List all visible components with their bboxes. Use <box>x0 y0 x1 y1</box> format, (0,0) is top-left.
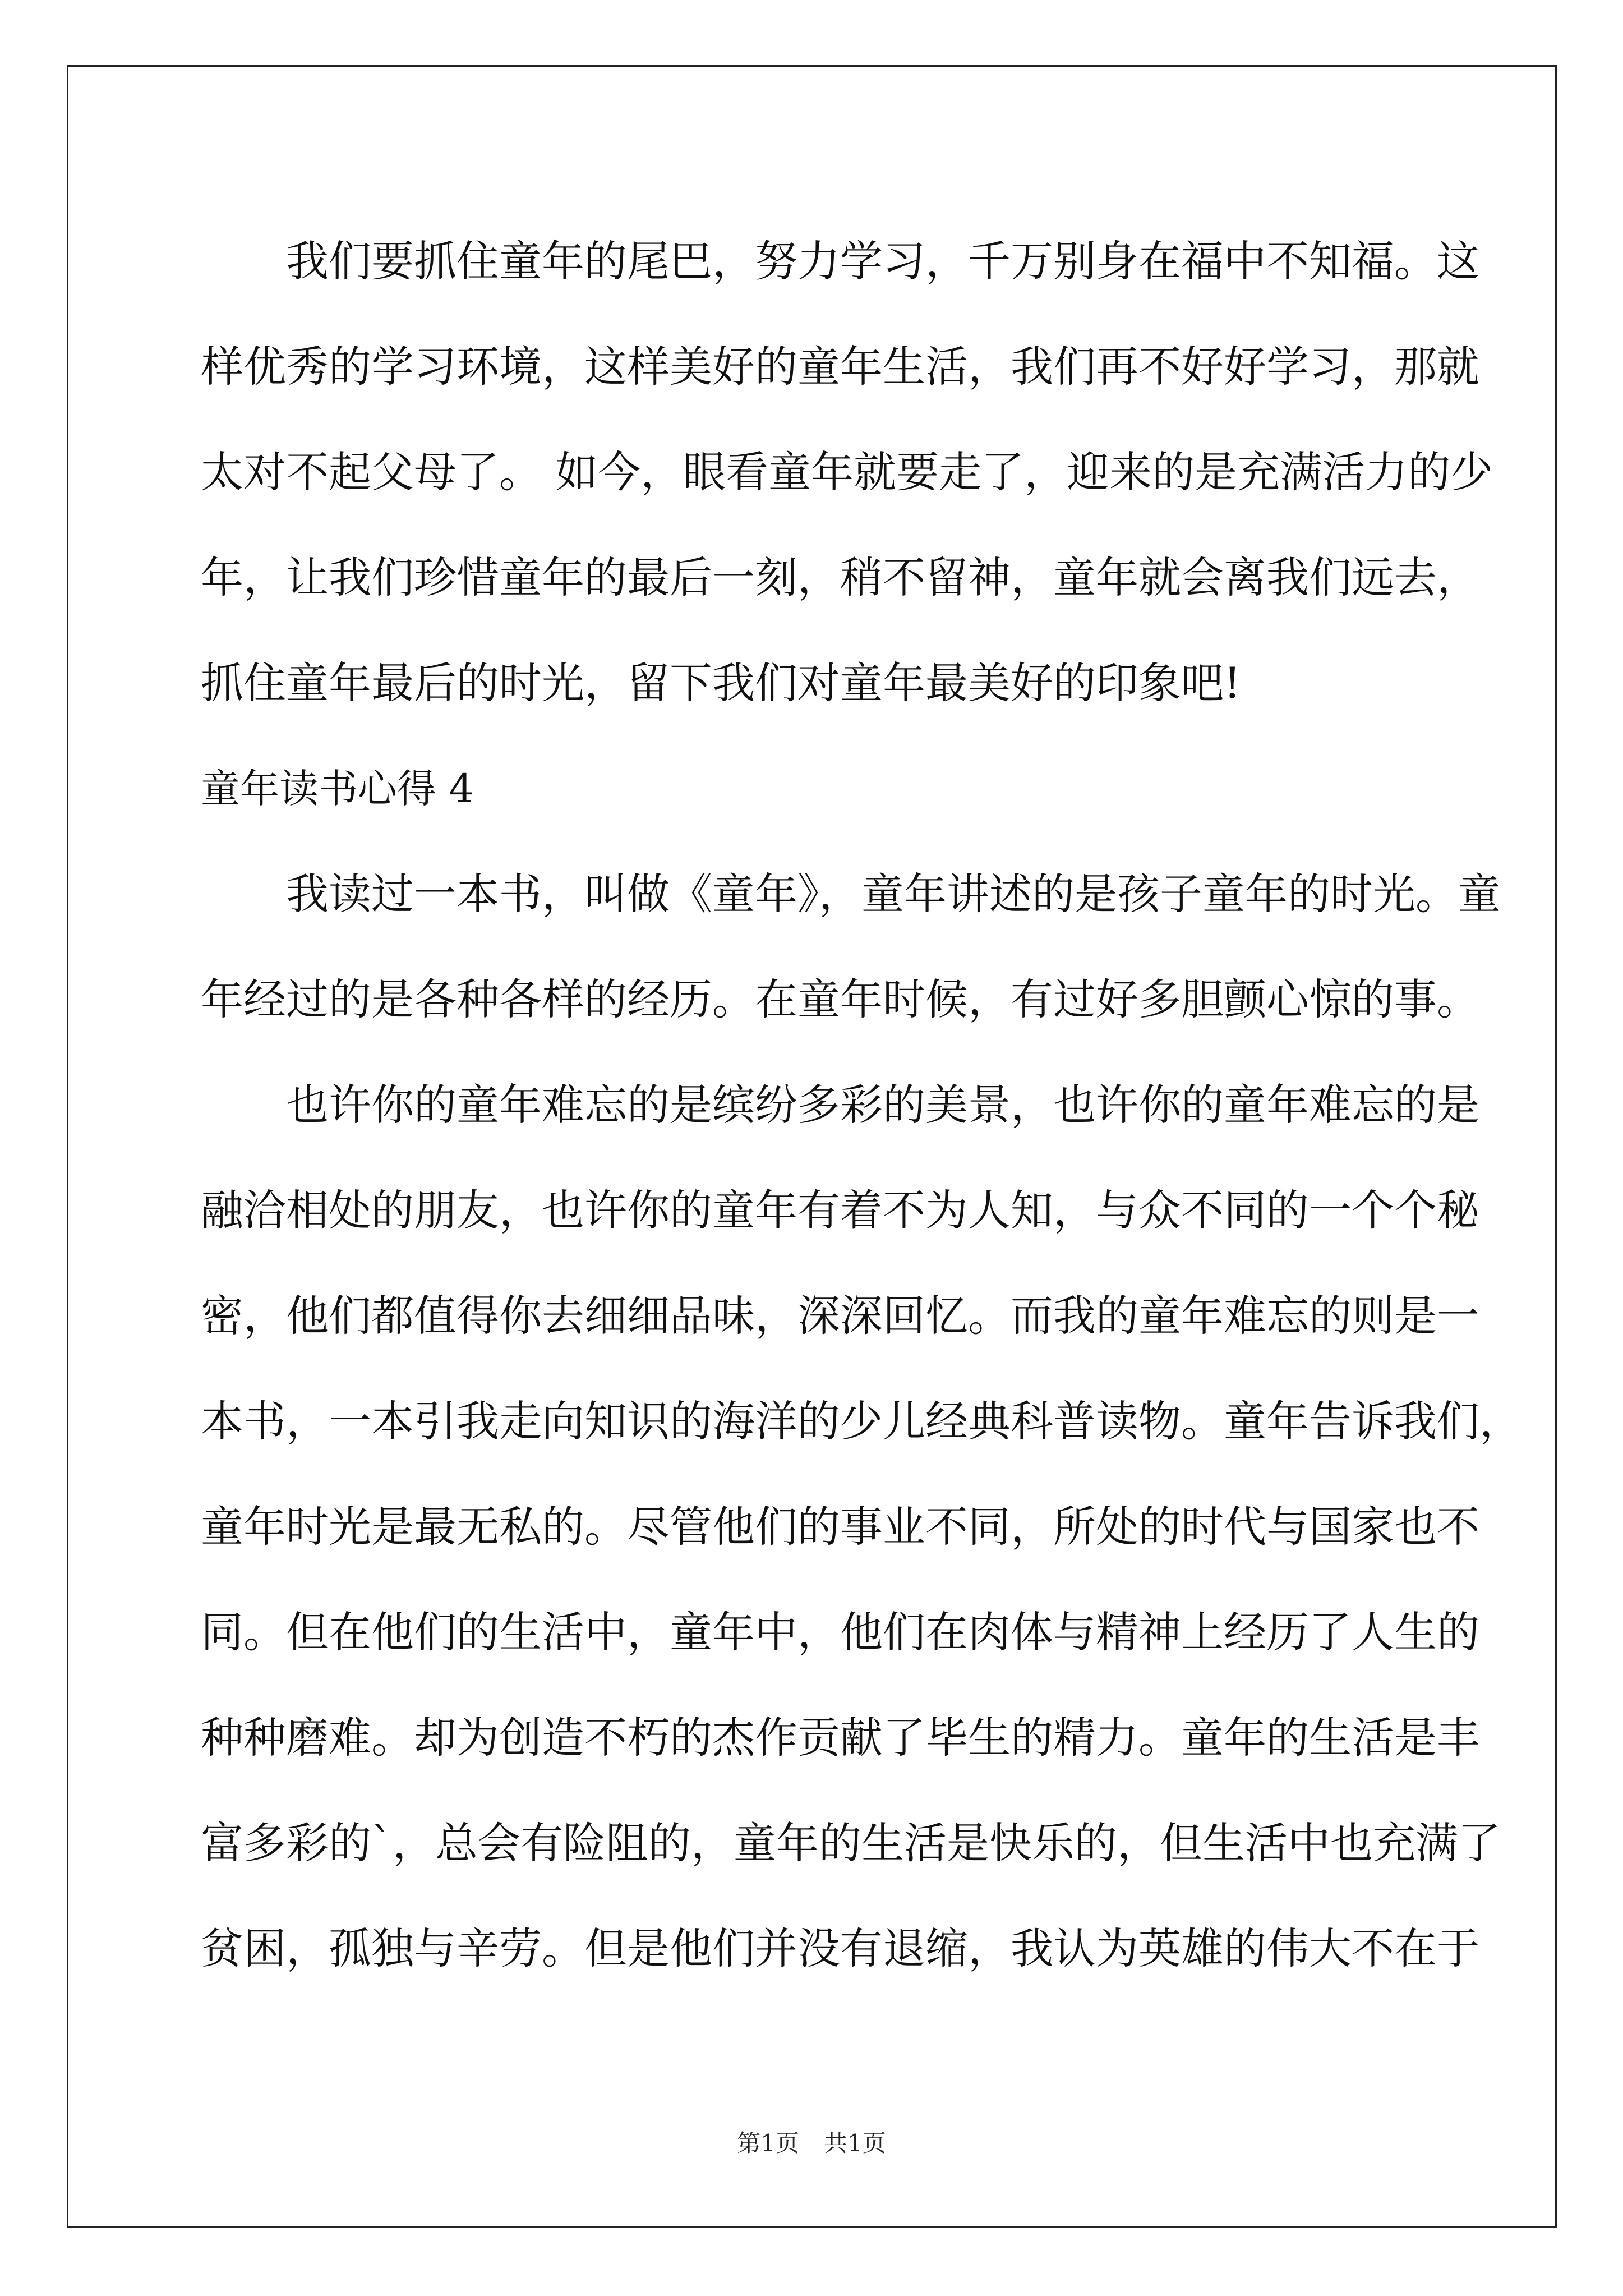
paragraph-line: 种种磨难。却为创造不朽的杰作贡献了毕生的精力。童年的生活是丰 <box>201 1713 1479 1763</box>
paragraph-line: 本书，一本引我走向知识的海洋的少儿经典科普读物。童年告诉我们， <box>201 1396 1522 1446</box>
paragraph-line: 太对不起父母了。 如今，眼看童年就要走了，迎来的是充满活力的少 <box>201 447 1493 497</box>
paragraph-line: 我读过一本书，叫做《童年》，童年讲述的是孩子童年的时光。童 <box>286 869 1501 919</box>
paragraph-line: 融洽相处的朋友，也许你的童年有着不为人知，与众不同的一个个秘 <box>201 1185 1479 1235</box>
page-footer <box>0 2125 1623 2159</box>
paragraph-line: 我们要抓住童年的尾巴，努力学习，千万别身在福中不知福。这 <box>286 236 1479 286</box>
paragraph-line: 密，他们都值得你去细细品味，深深回忆。而我的童年难忘的则是一 <box>201 1291 1479 1341</box>
paragraph-line: 样优秀的学习环境，这样美好的童年生活，我们再不好好学习，那就 <box>201 342 1479 392</box>
paragraph-line: 年经过的是各种各样的经历。在童年时候，有过好多胆颤心惊的事。 <box>201 974 1479 1024</box>
page-number: 第1页 <box>737 2129 799 2157</box>
paragraph-line: 贫困，孤独与辛劳。但是他们并没有退缩，我认为英雄的伟大不在于 <box>201 1924 1479 1973</box>
paragraph-line: 童年时光是最无私的。尽管他们的事业不同，所处的时代与国家也不 <box>201 1502 1479 1552</box>
document-body <box>201 209 1522 2001</box>
paragraph-line: 也许你的童年难忘的是缤纷多彩的美景，也许你的童年难忘的是 <box>286 1080 1479 1130</box>
paragraph-line: 同。但在他们的生活中，童年中，他们在肉体与精神上经历了人生的 <box>201 1607 1479 1657</box>
section-heading: 童年读书心得 4 <box>201 766 474 812</box>
paragraph-line: 年，让我们珍惜童年的最后一刻，稍不留神，童年就会离我们远去， <box>201 553 1479 602</box>
paragraph-line: 富多彩的`，总会有险阻的，童年的生活是快乐的，但生活中也充满了 <box>201 1818 1501 1868</box>
paragraph-line: 抓住童年最后的时光，留下我们对童年最美好的印象吧! <box>201 658 1241 708</box>
page-total: 共1页 <box>824 2129 886 2157</box>
